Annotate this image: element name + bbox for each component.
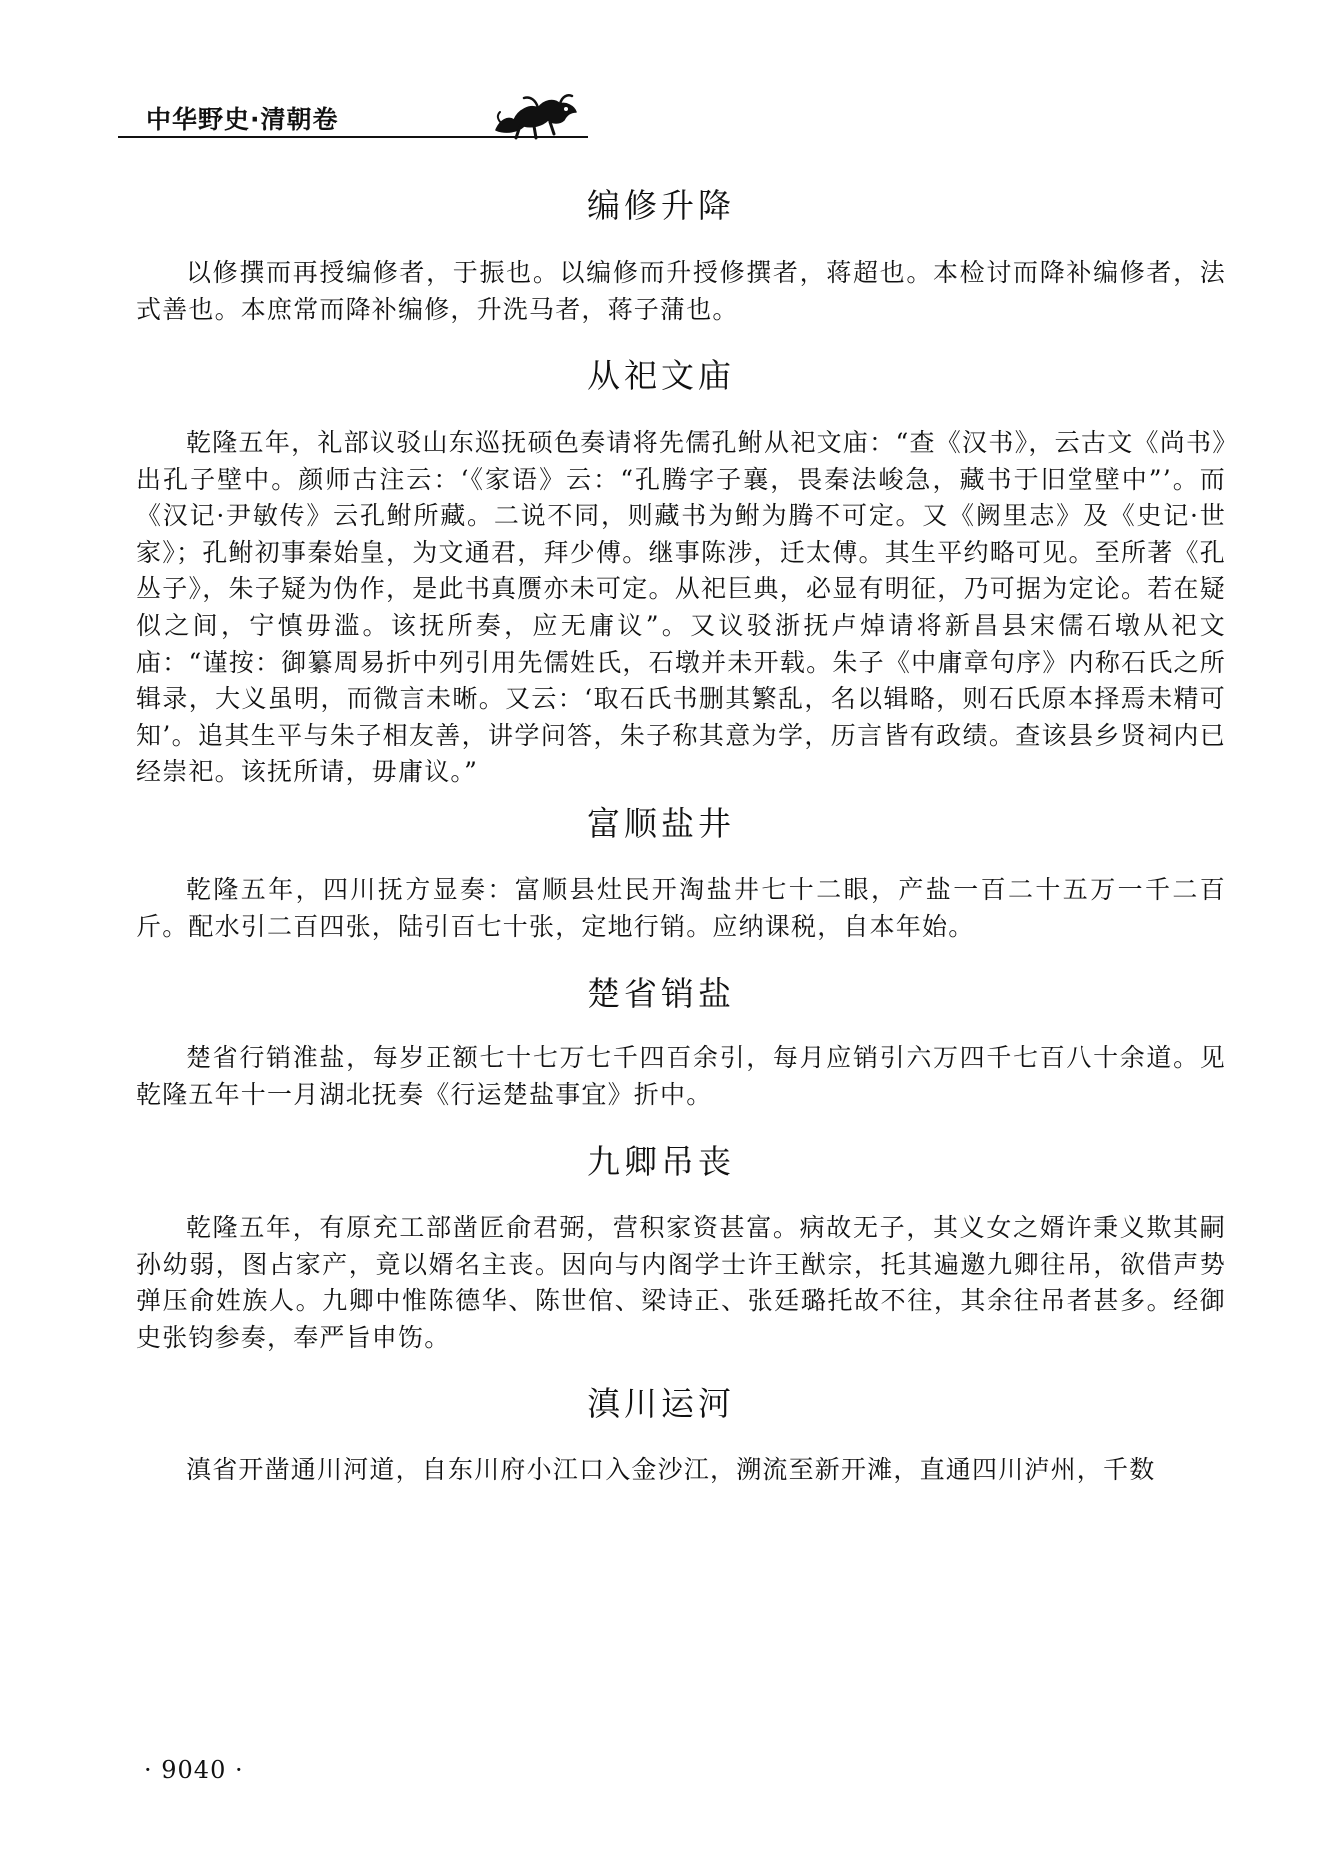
section-paragraph: 以修撰而再授编修者，于振也。以编修而升授修撰者，蒋超也。本检讨而降补编修者，法式善也。本庶常而降补编修，升洗马者，蒋子蒲也。 bbox=[136, 258, 1226, 324]
header-rule bbox=[118, 136, 588, 138]
dragon-emblem-icon bbox=[490, 90, 582, 142]
section-paragraph: 乾隆五年，有原充工部凿匠俞君弼，营积家资甚富。病故无子，其义女之婿许秉义欺其嗣孙幼弱，图占家产，竟以婿名主丧。因向与内阁学士许王猷宗，托其遍邀九卿往吊，欲借声势弹压俞姓族人。九卿中惟陈德华、陈世倌、梁诗正、张廷璐托故不往，其余往吊者甚多。经御史张钧参奏，奉严旨申饬。 bbox=[136, 1213, 1226, 1352]
book-title: 中华野史·清朝卷 bbox=[146, 105, 339, 134]
section-title: 楚省销盐 bbox=[587, 974, 735, 1013]
section-title: 九卿吊丧 bbox=[587, 1142, 735, 1181]
section-title: 从祀文庙 bbox=[587, 356, 735, 395]
running-header bbox=[118, 88, 1118, 138]
section-paragraph: 乾隆五年，礼部议驳山东巡抚硕色奏请将先儒孔鲋从祀文庙：“查《汉书》，云古文《尚书》出孔子壁中。颜师古注云：‘《家语》云：“孔腾字子襄，畏秦法峻急，藏书于旧堂壁中”’。而《汉记·尹敏传》云孔鲋所藏。二说不同，则藏书为鲋为腾不可定。又《阙里志》及《史记·世家》；孔鲋初事秦始皇，为文通君，拜少傅。继事陈涉，迁太傅。其生平约略可见。至所著《孔丛子》，朱子疑为伪作，是此书真赝亦未可定。从祀巨典，必显有明征，乃可据为定论。若在疑似之间，宁慎毋滥。该抚所奏，应无庸议”。又议驳浙抚卢焯请将新昌县宋儒石墩从祀文庙：“谨按：御纂周易折中列引用先儒姓氏，石墩并未开载。朱子《中庸章句序》内称石氏之所辑录，大义虽明，而微言未晰。又云：‘取石氏书删其繁乱，名以辑略，则石氏原本择焉未精可知’。追其生平与朱子相友善，讲学问答，朱子称其意为学，历言皆有政绩。查该县乡贤祠内已经崇祀。该抚所请，毋庸议。” bbox=[136, 428, 1226, 787]
section-paragraph: 楚省行销淮盐，每岁正额七十七万七千四百余引，每月应销引六万四千七百八十余道。见乾隆五年十一月湖北抚奏《行运楚盐事宜》折中。 bbox=[136, 1043, 1226, 1109]
section-title: 富顺盐井 bbox=[587, 804, 735, 843]
section-paragraph: 滇省开凿通川河道，自东川府小江口入金沙江，溯流至新开滩，直通四川泸州，千数 bbox=[186, 1455, 1156, 1484]
section-title: 滇川运河 bbox=[587, 1384, 735, 1423]
section-title: 编修升降 bbox=[587, 186, 735, 225]
page-number: · 9040 · bbox=[144, 1756, 244, 1784]
section-paragraph: 乾隆五年，四川抚方显奏：富顺县灶民开淘盐井七十二眼，产盐一百二十五万一千二百斤。配水引二百四张，陆引百七十张，定地行销。应纳课税，自本年始。 bbox=[136, 875, 1226, 941]
